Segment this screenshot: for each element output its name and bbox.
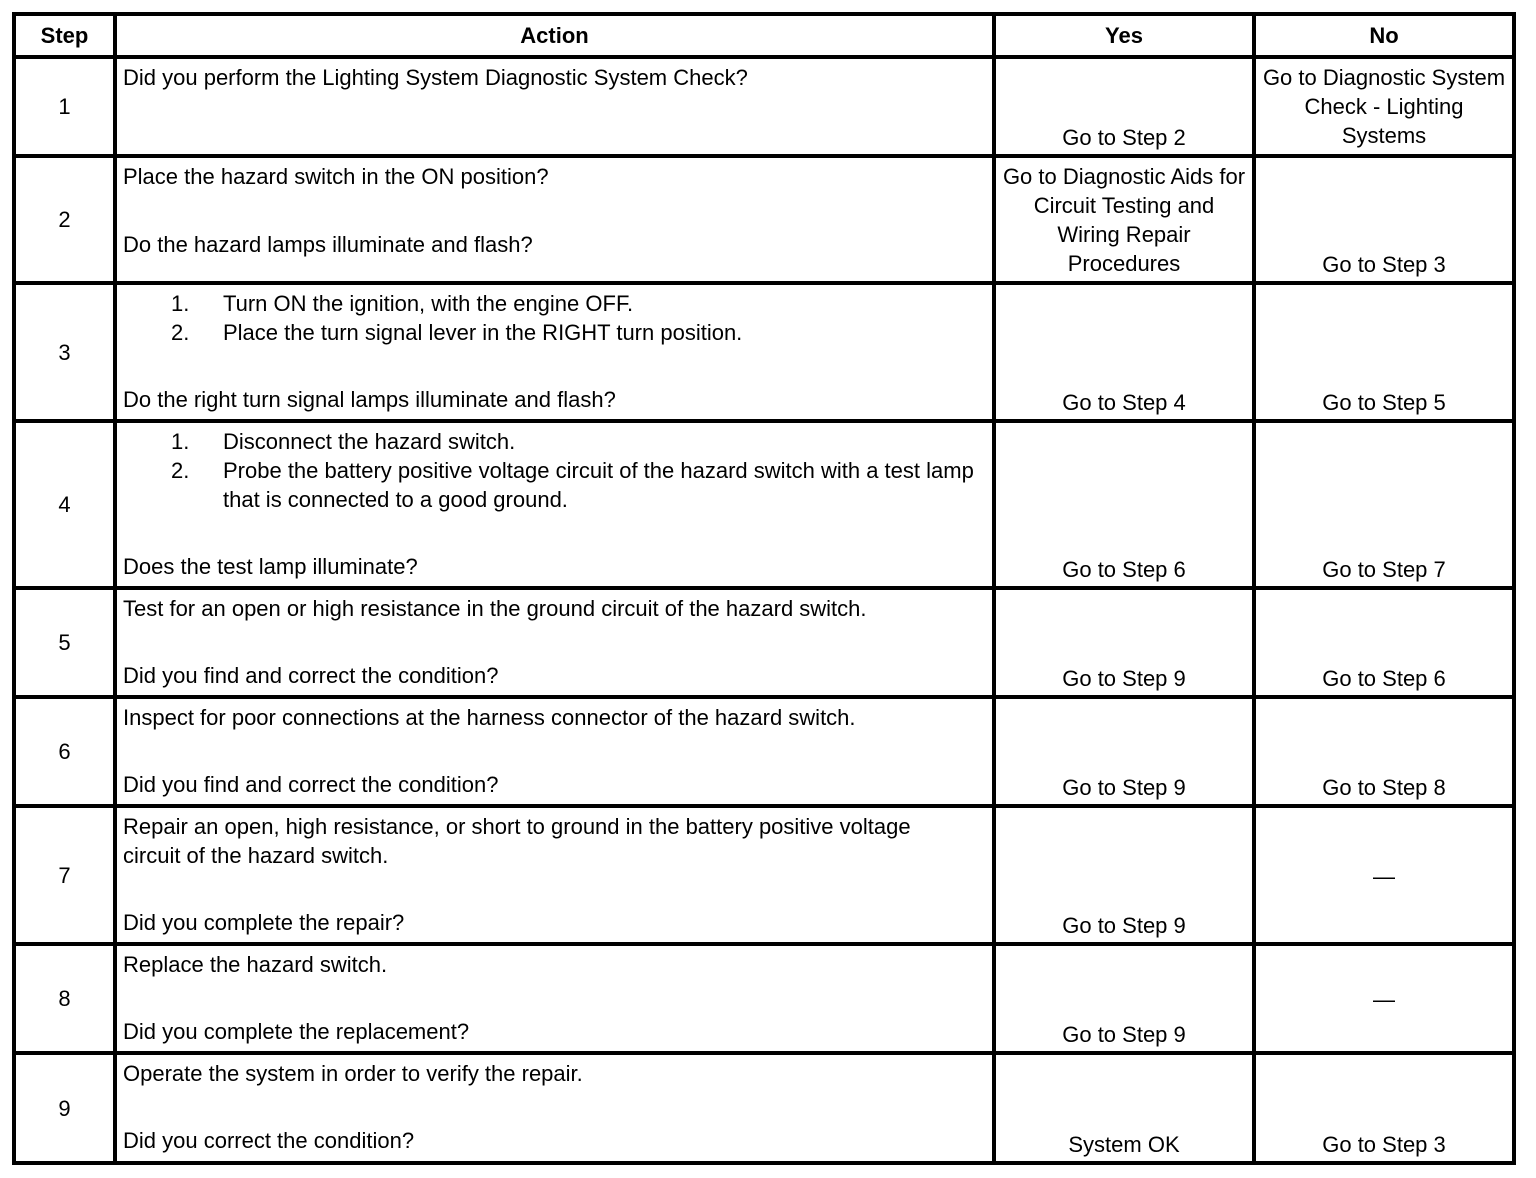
no-cell: Go to Step 6 [1254, 588, 1514, 697]
no-cell: Go to Step 5 [1254, 283, 1514, 421]
action-cell [115, 283, 994, 421]
step-number: 9 [14, 1053, 115, 1163]
action-cell [115, 156, 994, 283]
table-row [14, 806, 1514, 944]
table-row [14, 421, 1514, 588]
action-cell [115, 806, 994, 944]
action-question: Do the hazard lamps illuminate and flash? [123, 232, 533, 257]
yes-cell: Go to Step 9 [994, 697, 1254, 806]
header-step: Step [14, 14, 115, 57]
list-item [123, 427, 986, 456]
no-cell: — [1254, 806, 1514, 944]
yes-cell: Go to Step 9 [994, 944, 1254, 1053]
step-number: 4 [14, 421, 115, 588]
action-cell [115, 421, 994, 588]
no-cell: Go to Diagnostic System Check - Lighting Systems [1254, 57, 1514, 156]
action-question: Do the right turn signal lamps illuminate and flash? [123, 387, 616, 412]
yes-cell: Go to Step 9 [994, 806, 1254, 944]
table-row [14, 944, 1514, 1053]
no-cell: Go to Step 7 [1254, 421, 1514, 588]
table-row [14, 588, 1514, 697]
yes-cell: Go to Step 6 [994, 421, 1254, 588]
yes-cell: System OK [994, 1053, 1254, 1163]
action-text: Replace the hazard switch. [123, 952, 388, 977]
list-text: Disconnect the hazard switch. [223, 429, 516, 454]
header-action: Action [115, 14, 994, 57]
table-row [14, 156, 1514, 283]
table-row [14, 283, 1514, 421]
header-row [14, 14, 1514, 57]
no-cell: — [1254, 944, 1514, 1053]
action-question: Did you complete the replacement? [123, 1019, 470, 1044]
numbered-steps [123, 427, 986, 514]
list-item [123, 289, 986, 318]
header-yes: Yes [994, 14, 1254, 57]
header-no: No [1254, 14, 1514, 57]
step-number: 8 [14, 944, 115, 1053]
step-number: 7 [14, 806, 115, 944]
step-number: 2 [14, 156, 115, 283]
list-number: 2. [171, 458, 190, 483]
action-question: Did you correct the condition? [123, 1128, 415, 1153]
list-number: 2. [171, 320, 190, 345]
step-number: 3 [14, 283, 115, 421]
action-cell [115, 697, 994, 806]
action-cell [115, 57, 994, 156]
action-text: Operate the system in order to verify the repair. [123, 1061, 583, 1086]
step-number: 6 [14, 697, 115, 806]
step-number: 5 [14, 588, 115, 697]
list-text: Turn ON the ignition, with the engine OFF. [223, 291, 634, 316]
action-text: Inspect for poor connections at the harness connector of the hazard switch. [123, 705, 856, 730]
numbered-steps [123, 289, 986, 347]
action-cell [115, 944, 994, 1053]
list-item [123, 456, 986, 514]
no-cell: Go to Step 3 [1254, 1053, 1514, 1163]
yes-cell: Go to Diagnostic Aids for Circuit Testing and Wiring Repair Procedures [994, 156, 1254, 283]
action-question: Does the test lamp illuminate? [123, 554, 418, 579]
list-number: 1. [171, 291, 190, 316]
table-row [14, 57, 1514, 156]
no-cell: Go to Step 8 [1254, 697, 1514, 806]
action-question: Did you find and correct the condition? [123, 663, 499, 688]
no-cell: Go to Step 3 [1254, 156, 1514, 283]
list-number: 1. [171, 429, 190, 454]
action-text: Did you perform the Lighting System Diagnostic System Check? [123, 65, 748, 90]
diagnostic-table [12, 12, 1516, 1165]
yes-cell: Go to Step 4 [994, 283, 1254, 421]
table-row [14, 697, 1514, 806]
action-cell [115, 1053, 994, 1163]
yes-cell: Go to Step 2 [994, 57, 1254, 156]
action-text: Test for an open or high resistance in the ground circuit of the hazard switch. [123, 596, 867, 621]
action-cell [115, 588, 994, 697]
action-question: Did you find and correct the condition? [123, 772, 499, 797]
action-text: Repair an open, high resistance, or short to ground in the battery positive voltage circuit of the hazard switch. [123, 814, 911, 868]
list-item [123, 318, 986, 347]
yes-cell: Go to Step 9 [994, 588, 1254, 697]
step-number: 1 [14, 57, 115, 156]
action-text: Place the hazard switch in the ON position? [123, 164, 549, 189]
list-text: Probe the battery positive voltage circuit of the hazard switch with a test lamp that is connected to a good ground. [223, 458, 974, 512]
action-question: Did you complete the repair? [123, 910, 405, 935]
table-row [14, 1053, 1514, 1163]
list-text: Place the turn signal lever in the RIGHT turn position. [223, 320, 743, 345]
